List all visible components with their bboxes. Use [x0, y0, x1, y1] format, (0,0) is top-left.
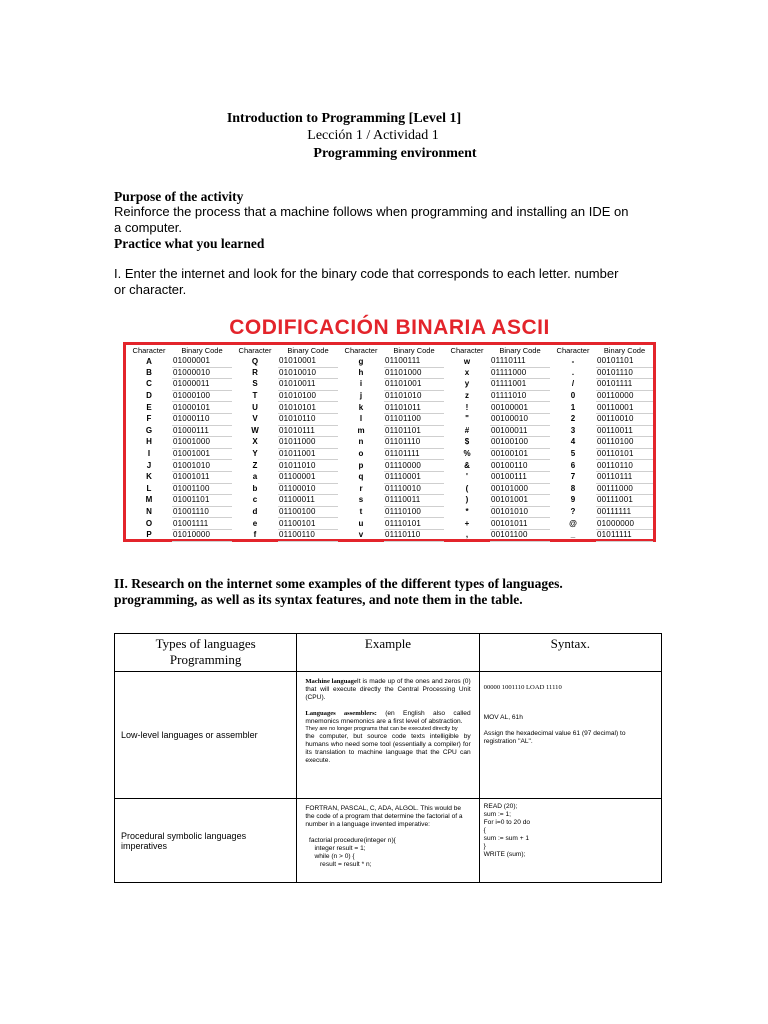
ascii-binary-code: 00110001 [596, 402, 653, 414]
machine-language-label: Machine language [305, 678, 357, 685]
ascii-binary-code: 01100011 [278, 495, 338, 507]
purpose-text: Reinforce the process that a machine follows when programming and installing an IDE on a computer. [114, 204, 629, 235]
ascii-character: ( [465, 483, 469, 493]
ascii-row [126, 506, 653, 518]
ascii-row [126, 356, 653, 367]
ascii-character: N [146, 507, 152, 517]
ascii-row [126, 390, 653, 402]
table-row [115, 799, 662, 883]
ascii-binary-code: 01000000 [596, 518, 653, 530]
ascii-character: C [146, 379, 152, 389]
ascii-binary-code: 00101101 [596, 356, 653, 367]
ascii-character: t [359, 507, 363, 517]
ascii-binary-code: 00100100 [490, 437, 550, 449]
ascii-row [126, 495, 653, 507]
ascii-character: % [463, 449, 471, 459]
ascii-binary-code: 00100101 [490, 448, 550, 460]
ascii-header-row [126, 345, 653, 356]
ascii-binary-code: 01011111 [596, 529, 653, 541]
ascii-binary-code: 01110100 [384, 506, 444, 518]
ascii-binary-code: 01100100 [278, 506, 338, 518]
ascii-col-binary-code: Binary Code [287, 346, 329, 355]
ascii-binary-code: 00111001 [596, 495, 653, 507]
ascii-character: - [571, 356, 575, 366]
ascii-character: & [464, 460, 470, 470]
ascii-character: / [571, 379, 575, 389]
ascii-character: 9 [570, 495, 576, 505]
ascii-character: R [252, 367, 258, 377]
ascii-binary-code: 01110010 [384, 483, 444, 495]
ascii-character: k [358, 402, 364, 412]
ascii-character: $ [464, 437, 470, 447]
ascii-binary-code: 00100001 [490, 402, 550, 414]
ascii-character: @ [569, 518, 577, 528]
ascii-row [126, 437, 653, 449]
ascii-binary-code: 00110100 [596, 437, 653, 449]
ascii-character: B [146, 367, 152, 377]
ascii-binary-code: 01010100 [278, 390, 338, 402]
ascii-binary-code: 00110011 [596, 425, 653, 437]
ascii-row [126, 402, 653, 414]
ascii-col-character: Character [238, 346, 272, 355]
ascii-character: r [359, 483, 363, 493]
ascii-binary-code: 01000011 [172, 379, 232, 391]
ascii-binary-code: 01010101 [278, 402, 338, 414]
ascii-character: ! [465, 402, 469, 412]
ascii-row [126, 483, 653, 495]
ascii-col-binary-code: Binary Code [181, 346, 223, 355]
machine-language-text: It is made up of the ones and zeros (0) that will execute directly the Central Processing Unit (CPU). [305, 678, 471, 701]
practice-heading: Practice what you learned [114, 236, 265, 251]
ascii-binary-code: 01010011 [278, 379, 338, 391]
ascii-col-binary-code: Binary Code [603, 346, 646, 355]
ascii-character: 6 [570, 460, 576, 470]
ascii-character: " [465, 414, 469, 424]
ascii-binary-code: 00111000 [596, 483, 653, 495]
ascii-character: ? [570, 507, 576, 517]
ascii-binary-code: 01100001 [278, 471, 338, 483]
ascii-character: S [252, 379, 258, 389]
ascii-binary-code: 01100010 [278, 483, 338, 495]
ascii-character: c [252, 495, 258, 505]
ascii-character: U [252, 402, 258, 412]
ascii-character: Q [251, 356, 259, 366]
ascii-character: , [465, 530, 469, 540]
ascii-character: D [146, 391, 152, 401]
ascii-binary-code: 01110110 [384, 529, 444, 541]
ascii-binary-code: 01101111 [384, 448, 444, 460]
ascii-binary-code: 01010110 [278, 413, 338, 425]
example-low-level [297, 672, 479, 799]
ascii-character: n [358, 437, 364, 447]
ascii-table-frame [123, 342, 656, 542]
assembler-syntax: MOV AL, 61h [483, 714, 523, 721]
ascii-binary-code: 01011010 [278, 460, 338, 472]
ascii-character: H [146, 437, 152, 447]
ascii-character: z [465, 391, 469, 401]
ascii-binary-code: 01010000 [172, 529, 232, 541]
ascii-binary-code: 01110111 [490, 356, 550, 367]
ascii-col-character: Character [450, 346, 484, 355]
ascii-character: 2 [570, 414, 576, 424]
assembler-small-text: They are no longer programs that can be executed directly by [305, 726, 458, 732]
ascii-character: J [146, 460, 152, 470]
ascii-binary-code: 00110101 [596, 448, 653, 460]
type-procedural: Procedural symbolic languages imperatives [115, 799, 297, 883]
ascii-character: * [465, 507, 469, 517]
ascii-binary-code: 01001011 [172, 471, 232, 483]
ascii-binary-code: 01011001 [278, 448, 338, 460]
syntax-low-level [479, 672, 661, 799]
ascii-binary-code: 01000010 [172, 367, 232, 379]
assembler-rest-text: the computer, but source code texts intelligible by humans who need some tool (essentially a compiler) for its translation to machine language that the CPU can execute. [305, 733, 471, 764]
ascii-row [126, 529, 653, 541]
ascii-binary-code: 01110011 [384, 495, 444, 507]
ascii-character: s [358, 495, 364, 505]
header-syntax: Syntax. [479, 634, 661, 672]
ascii-row [126, 413, 653, 425]
ascii-binary-code: 01000111 [172, 425, 232, 437]
ascii-character: f [253, 530, 257, 540]
table-row [115, 672, 662, 799]
instruction-two: II. Research on the internet some examples of the different types of languages. programming, as well as its syntax features, and note them in the table. [114, 576, 563, 607]
ascii-row [126, 367, 653, 379]
procedural-example-text: FORTRAN, PASCAL, C, ADA, ALGOL. This would be the code of a program that determine the factorial of a number in a language invented imperative: [305, 805, 463, 828]
ascii-binary-code: 01101100 [384, 413, 444, 425]
ascii-binary-code: 01001110 [172, 506, 232, 518]
ascii-binary-code: 00100111 [490, 471, 550, 483]
ascii-binary-code: 01111000 [490, 367, 550, 379]
ascii-binary-code: 00101011 [490, 518, 550, 530]
ascii-binary-figure [123, 316, 656, 542]
ascii-character: 3 [570, 425, 576, 435]
ascii-binary-code: 01100110 [278, 529, 338, 541]
assembler-syntax-note: Assign the hexadecimal value 61 (97 decimal) to registration "AL". [483, 730, 626, 745]
ascii-character: T [252, 391, 258, 401]
ascii-character: ) [465, 495, 469, 505]
ascii-character: A [146, 356, 152, 366]
ascii-character: e [252, 518, 258, 528]
ascii-col-character: Character [344, 346, 378, 355]
ascii-character: _ [570, 530, 576, 540]
ascii-character: ' [466, 472, 468, 482]
ascii-character: b [252, 483, 258, 493]
ascii-binary-code: 01101101 [384, 425, 444, 437]
assembler-label: Languages assemblers: [305, 710, 377, 717]
ascii-binary-code: 00101111 [596, 379, 653, 391]
ascii-binary-code: 01001100 [172, 483, 232, 495]
header-types: Types of languages Programming [115, 634, 297, 672]
ascii-character: 1 [570, 402, 576, 412]
ascii-character: # [464, 425, 470, 435]
type-low-level: Low-level languages or assembler [115, 672, 297, 799]
ascii-row [126, 379, 653, 391]
ascii-row [126, 460, 653, 472]
ascii-binary-code: 01101001 [384, 379, 444, 391]
purpose-heading: Purpose of the activity [114, 189, 244, 204]
ascii-title: CODIFICACIÓN BINARIA ASCII [229, 316, 550, 339]
ascii-binary-code: 01001010 [172, 460, 232, 472]
ascii-binary-code: 00101000 [490, 483, 550, 495]
example-procedural [297, 799, 479, 883]
ascii-binary-code: 01100101 [278, 518, 338, 530]
ascii-binary-code: 01110101 [384, 518, 444, 530]
ascii-binary-code: 00110110 [596, 460, 653, 472]
lesson-label: Lección 1 / Actividad 1 [307, 128, 439, 143]
ascii-character: x [464, 367, 470, 377]
ascii-character: P [146, 530, 152, 540]
ascii-character: F [146, 414, 152, 424]
ascii-character: K [146, 472, 152, 482]
ascii-character: y [464, 379, 470, 389]
ascii-character: V [252, 414, 258, 424]
ascii-character: h [358, 367, 364, 377]
ascii-character: E [146, 402, 152, 412]
ascii-binary-code: 00100011 [490, 425, 550, 437]
ascii-character: Z [252, 460, 258, 470]
ascii-col-binary-code: Binary Code [393, 346, 435, 355]
ascii-character: w [463, 356, 471, 366]
ascii-table [126, 345, 653, 542]
ascii-binary-code: 01010001 [278, 356, 338, 367]
ascii-character: 0 [570, 391, 576, 401]
ascii-col-character: Character [556, 346, 590, 355]
machine-syntax: 00000 1001110 LOAD 11110 [483, 684, 562, 691]
ascii-binary-code: 00100110 [490, 460, 550, 472]
ascii-binary-code: 01101011 [384, 402, 444, 414]
ascii-binary-code: 01000001 [172, 356, 232, 367]
ascii-character: v [358, 530, 364, 540]
ascii-character: q [358, 472, 364, 482]
ascii-character: a [252, 472, 258, 482]
ascii-row [126, 425, 653, 437]
ascii-character: X [252, 437, 258, 447]
ascii-row [126, 448, 653, 460]
ascii-binary-code: 01001111 [172, 518, 232, 530]
ascii-character: . [571, 367, 575, 377]
assembler-text: (en English also called mnemonics mnemonics are a first level of abstraction. [305, 710, 471, 725]
ascii-binary-code: 01111001 [490, 379, 550, 391]
ascii-character: G [145, 425, 153, 435]
header-example: Example [297, 634, 479, 672]
instruction-one: I. Enter the internet and look for the binary code that corresponds to each letter. number or character. [114, 266, 619, 297]
ascii-row [126, 471, 653, 483]
ascii-character: g [358, 356, 364, 366]
ascii-character: L [146, 483, 152, 493]
ascii-col-character: Character [132, 346, 166, 355]
ascii-character: 4 [570, 437, 576, 447]
ascii-binary-code: 01011000 [278, 437, 338, 449]
ascii-character: M [145, 495, 153, 505]
ascii-character: O [145, 518, 153, 528]
ascii-binary-code: 01101000 [384, 367, 444, 379]
ascii-binary-code: 00101010 [490, 506, 550, 518]
ascii-binary-code: 01100111 [384, 356, 444, 367]
doc-subtitle: Programming environment [313, 146, 477, 161]
doc-title: Introduction to Programming [Level 1] [226, 111, 462, 126]
ascii-character: 8 [570, 483, 576, 493]
ascii-character: i [359, 379, 363, 389]
ascii-binary-code: 01000110 [172, 413, 232, 425]
procedural-syntax-code: READ (20); sum := 1; For i=0 to 20 do { sum := sum + 1 } WRITE (sum); [479, 799, 661, 883]
ascii-binary-code: 01000101 [172, 402, 232, 414]
ascii-character: W [251, 425, 259, 435]
ascii-binary-code: 01111010 [490, 390, 550, 402]
ascii-binary-code: 00101100 [490, 529, 550, 541]
ascii-binary-code: 00111111 [596, 506, 653, 518]
ascii-binary-code: 01000100 [172, 390, 232, 402]
ascii-row [126, 518, 653, 530]
ascii-binary-code: 01110001 [384, 471, 444, 483]
ascii-character: p [358, 460, 364, 470]
ascii-binary-code: 00101001 [490, 495, 550, 507]
ascii-binary-code: 01101010 [384, 390, 444, 402]
ascii-character: l [359, 414, 363, 424]
ascii-binary-code: 01101110 [384, 437, 444, 449]
ascii-binary-code: 00110010 [596, 413, 653, 425]
ascii-binary-code: 00101110 [596, 367, 653, 379]
ascii-binary-code: 00110000 [596, 390, 653, 402]
ascii-character: u [358, 518, 364, 528]
ascii-character: m [357, 425, 365, 435]
ascii-binary-code: 01001000 [172, 437, 232, 449]
ascii-character: 5 [570, 449, 576, 459]
ascii-binary-code: 00100010 [490, 413, 550, 425]
ascii-binary-code: 01001001 [172, 448, 232, 460]
ascii-binary-code: 00110111 [596, 471, 653, 483]
ascii-binary-code: 01010010 [278, 367, 338, 379]
ascii-binary-code: 01010111 [278, 425, 338, 437]
ascii-character: j [359, 391, 363, 401]
ascii-character: o [358, 449, 364, 459]
ascii-character: Y [252, 449, 258, 459]
ascii-character: + [464, 518, 470, 528]
procedural-example-code: factorial procedure(integer n){ integer result = 1; while (n > 0) { result = result * n; [308, 837, 396, 868]
ascii-character: 7 [570, 472, 576, 482]
ascii-character: d [252, 507, 258, 517]
ascii-col-binary-code: Binary Code [499, 346, 541, 355]
languages-table [114, 633, 662, 883]
ascii-binary-code: 01110000 [384, 460, 444, 472]
ascii-character: I [147, 449, 151, 459]
ascii-binary-code: 01001101 [172, 495, 232, 507]
